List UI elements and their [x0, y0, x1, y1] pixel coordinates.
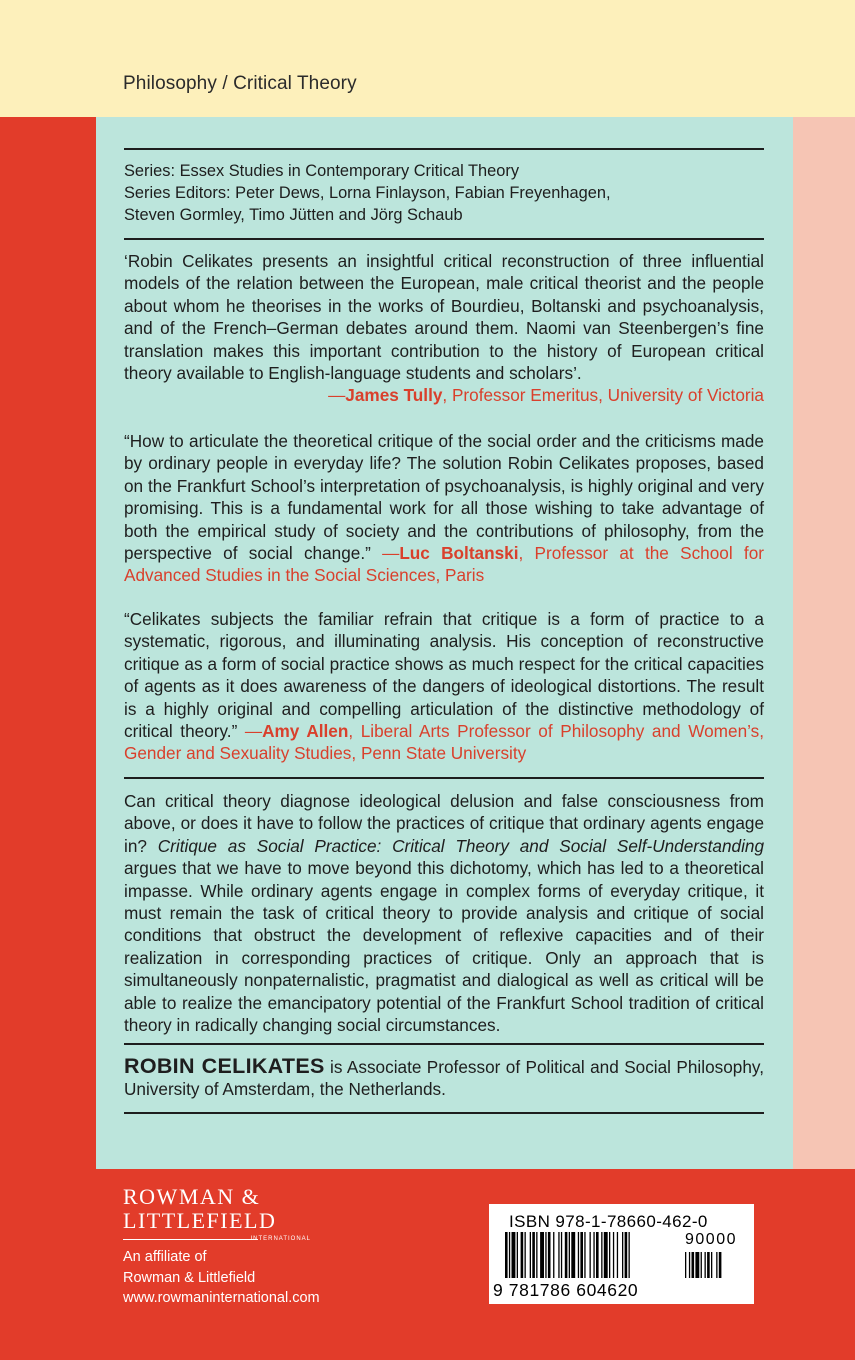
endorsement-boltanski: [124, 430, 764, 587]
barcode-addon-bar: [689, 1252, 690, 1278]
side-color-strip: [793, 117, 855, 1169]
attribution-dash: —: [237, 721, 263, 742]
isbn-number: ISBN 978-1-78660-462-0: [509, 1212, 708, 1231]
barcode-addon-bar: [719, 1252, 722, 1278]
affiliate-publisher: Rowman & Littlefield: [123, 1269, 256, 1286]
divider: [124, 148, 764, 150]
barcode-bar: [517, 1232, 518, 1278]
author-bio: [124, 1055, 764, 1101]
barcode-bar: [584, 1232, 585, 1278]
barcode-addon-bar: [711, 1252, 712, 1278]
endorser-name: Amy Allen: [262, 721, 349, 742]
barcode-bar: [545, 1232, 546, 1278]
barcode-addon-bar: [701, 1252, 702, 1278]
barcode-addon-bar: [685, 1252, 686, 1278]
publisher-logo-line2: LITTLEFIELD: [123, 1208, 277, 1233]
barcode-bar: [601, 1232, 602, 1278]
barcode-bar: [596, 1232, 599, 1278]
barcode-bar: [525, 1232, 526, 1278]
barcode-bar: [578, 1232, 579, 1278]
barcode-bar: [540, 1232, 544, 1278]
barcode-bar: [609, 1232, 610, 1278]
author-name: ROBIN CELIKATES: [124, 1054, 325, 1078]
endorsement-tully: [124, 250, 764, 407]
barcode-bar: [625, 1232, 628, 1278]
attribution-dash: —: [370, 543, 400, 564]
endorsement-quote: “How to articulate the theoretical critique of the social order and the criticisms made by ordinary people in everyday life? The solution Robin Celikates proposes, based on the Frankfurt School’s interpretation of psychoanalysis, is highly original and very promising. This is a fundamental work for all those wishing to take advantage of both the empirical study of society and the contributions of philosophy, from the perspective of social change.”: [124, 431, 764, 564]
barcode-bar: [617, 1232, 618, 1278]
series-editors: Series Editors: Peter Dews, Lorna Finlayson, Fabian Freyenhagen,: [124, 184, 611, 203]
barcode-bar: [569, 1232, 570, 1278]
description-text: Can critical theory diagnose ideological delusion and false consciousness from above, or does it have to follow the practices of critique that ordinary agents engage in?: [124, 791, 764, 856]
divider: [124, 1112, 764, 1114]
barcode-bar: [548, 1232, 551, 1278]
series-info: [124, 160, 764, 227]
endorsement-quote: ‘Robin Celikates presents an insightful critical reconstruction of three influential models of the relation between the European, male critical theorist and the people about whom he theorises in the works of Bourdieu, Boltanski and psychoanalysis, and of the French–German debates around them. Naomi van Steenbergen’s fine translation makes this important contribution to the history of European critical theory available to English-language students and scholars’.: [124, 251, 764, 384]
barcode-bar: [521, 1232, 524, 1278]
author-bio-text: is Associate Professor of Political and Social Philosophy, University of Amsterdam, the Netherlands.: [124, 1057, 764, 1100]
isbn-barcode: [489, 1204, 754, 1304]
divider: [124, 1043, 764, 1045]
divider: [124, 238, 764, 240]
barcode-bar: [561, 1232, 562, 1278]
barcode-bar: [565, 1232, 568, 1278]
publisher-info: [123, 1247, 320, 1309]
publisher-website: www.rowmaninternational.com: [123, 1290, 320, 1306]
barcode-bar: [629, 1232, 630, 1278]
barcode-addon-bar: [716, 1252, 717, 1278]
barcode-bar: [553, 1232, 554, 1278]
category-band: [0, 0, 855, 117]
attribution-dash: —: [328, 385, 346, 406]
endorsement-allen: [124, 608, 764, 765]
series-title: Series: Essex Studies in Contemporary Critical Theory: [124, 162, 520, 180]
publisher-logo-line1: ROWMAN &: [123, 1184, 261, 1209]
barcode-bar: [571, 1232, 575, 1278]
category-label: Philosophy / Critical Theory: [123, 73, 357, 94]
endorser-affiliation: , Liberal Arts Professor of Philosophy and Women’s, Gender and Sexuality Studies, Penn State University: [124, 721, 764, 764]
barcode-bar: [604, 1232, 608, 1278]
affiliate-line: An affiliate of: [123, 1249, 207, 1265]
barcode-bar: [580, 1232, 583, 1278]
price-code: 90000: [685, 1231, 737, 1248]
series-editors-continued: Steven Gormley, Timo Jütten and Jörg Schaub: [124, 206, 463, 225]
barcode-bar: [613, 1232, 614, 1278]
barcode-addon-bar: [695, 1252, 699, 1278]
barcode-digits: 9 781786 604620: [493, 1280, 639, 1300]
barcode-bar: [590, 1232, 591, 1278]
barcode-bar: [593, 1232, 594, 1278]
barcode-bar: [509, 1232, 510, 1278]
barcode-addon-bar: [705, 1252, 706, 1278]
endorsement-quote: “Celikates subjects the familiar refrain that critique is a form of practice to a systematic, rigorous, and illuminating analysis. His conception of reconstructive critique as a form of social practice shows as much respect for the critical capacities of agents as it does awareness of the dangers of ideological distortions. The result is a highly original and compelling articulation of the distinctive methodology of critical theory.”: [124, 609, 764, 742]
barcode-addon-bar: [692, 1252, 695, 1278]
book-description: [124, 790, 764, 1036]
barcode-bar: [622, 1232, 623, 1278]
publisher-logo: [123, 1185, 276, 1233]
barcode-bar: [536, 1232, 537, 1278]
barcode-bar: [532, 1232, 535, 1278]
book-title: Critique as Social Practice: Critical Theory and Social Self-Understanding: [157, 835, 765, 856]
endorser-name: Luc Boltanski: [399, 543, 519, 564]
divider: [124, 777, 764, 779]
barcode-addon-bar: [707, 1252, 710, 1278]
barcode-bar: [530, 1232, 531, 1278]
barcode-bar: [512, 1232, 516, 1278]
endorser-affiliation: , Professor Emeritus, University of Victoria: [442, 385, 764, 406]
endorser-affiliation: , Professor at the School for Advanced Studies in the Social Sciences, Paris: [124, 543, 764, 586]
barcode-bar: [505, 1232, 508, 1278]
endorsement-attribution: [124, 384, 764, 406]
barcode-bar: [558, 1232, 559, 1278]
endorser-name: James Tully: [345, 385, 443, 406]
description-text-continued: argues that we have to move beyond this dichotomy, which has led to a theoretical impasse. While ordinary agents engage in complex forms of everyday critique, it must remain the task of critical theory to provide analysis and critique of social conditions that obstruct the development of reflexive capacities and of their realization in corresponding practices of critique. Only an approach that is simultaneously nonpaternalistic, pragmatist and dialogical as well as critical will be able to realize the emancipatory potential of the Frankfurt School tradition of critical theory in radically changing social circumstances.: [124, 858, 764, 1036]
publisher-logo-subtitle: INTERNATIONAL: [250, 1236, 311, 1242]
